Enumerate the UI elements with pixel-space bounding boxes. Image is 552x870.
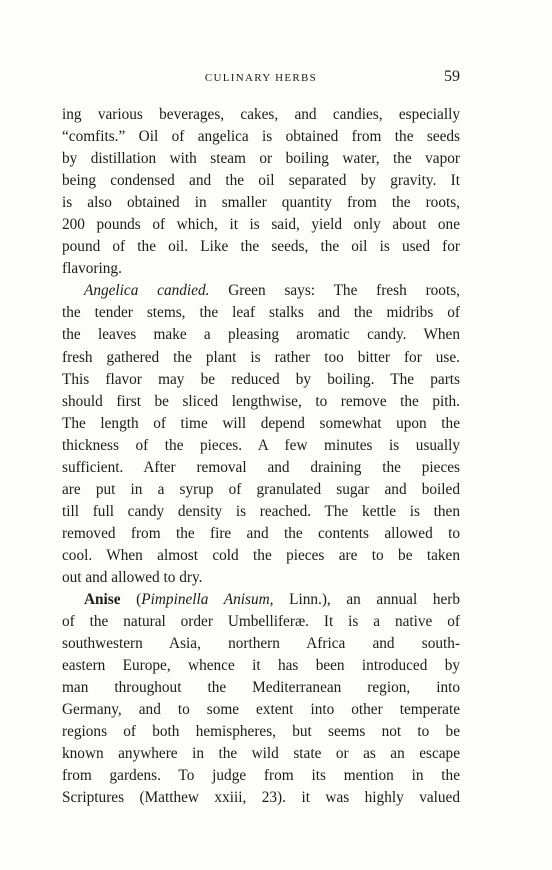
text-line: are put in a syrup of granulated sugar and boiled: [62, 480, 460, 498]
subheading-angelica-candied: Angelica candied.: [84, 282, 210, 300]
page-number: 59: [444, 68, 460, 85]
text-line: thickness of the pieces. A few minutes is usually: [62, 436, 460, 454]
body-text: [62, 104, 460, 810]
text-line: fresh gathered the plant is rather too bitter for use.: [62, 348, 460, 366]
text-line: till full candy density is reached. The kettle is then: [62, 502, 460, 520]
text-line: the leaves make a pleasing aromatic candy. When: [62, 326, 460, 344]
text-line: The length of time will depend somewhat upon the: [62, 414, 460, 432]
text-line: eastern Europe, whence it has been introduced by: [62, 657, 460, 675]
paragraph-angelica-continued: [62, 104, 460, 280]
text-line: removed from the fire and the contents allowed to: [62, 524, 460, 542]
text-line: being condensed and the oil separated by gravity. It: [62, 172, 460, 190]
text-line: man throughout the Mediterranean region, into: [62, 679, 460, 697]
text-line: Scriptures (Matthew xxiii, 23). it was highly valued: [62, 789, 460, 807]
text-line: southwestern Asia, northern Africa and south-: [62, 635, 460, 653]
entry-heading-anise: Anise: [84, 591, 121, 609]
text-line: the tender stems, the leaf stalks and the midribs of: [62, 304, 460, 322]
text-line: cool. When almost cold the pieces are to be taken: [62, 546, 460, 564]
text-line: 200 pounds of which, it is said, yield only about one: [62, 216, 460, 234]
text-line: known anywhere in the wild state or as an escape: [62, 745, 460, 763]
text-line: This flavor may be reduced by boiling. The parts: [62, 370, 460, 388]
text-line: flavoring.: [62, 260, 122, 278]
paragraph-anise: [62, 589, 460, 809]
text-line: should first be sliced lengthwise, to remove the pith.: [62, 392, 460, 410]
text-line: from gardens. To judge from its mention in the: [62, 767, 460, 785]
scientific-name: Pimpinella Anisum,: [141, 591, 274, 609]
text-line: of the natural order Umbelliferæ. It is a native of: [62, 613, 460, 631]
text-line: by distillation with steam or boiling water, the vapor: [62, 150, 460, 168]
text-line: “comfits.” Oil of angelica is obtained from the seeds: [62, 128, 460, 146]
text-line: regions of both hemispheres, but seems not to be: [62, 723, 460, 741]
text-line: pound of the oil. Like the seeds, the oil is used for: [62, 238, 460, 256]
paragraph-angelica-candied: [62, 280, 460, 589]
text-line: Germany, and to some extent into other temperate: [62, 701, 460, 719]
running-head: CULINARY HERBS: [204, 72, 318, 84]
text-line: sufficient. After removal and draining the pieces: [62, 458, 460, 476]
page-header: [62, 68, 460, 90]
text-line: Anise (Pimpinella Anisum, Linn.), an annual herb: [84, 591, 461, 609]
text-line: out and allowed to dry.: [62, 568, 203, 586]
text-line: is also obtained in smaller quantity from the roots,: [62, 194, 460, 212]
text-line: ing various beverages, cakes, and candies, especially: [62, 106, 460, 123]
text-line: Angelica candied. Green says: The fresh roots,: [84, 282, 460, 300]
